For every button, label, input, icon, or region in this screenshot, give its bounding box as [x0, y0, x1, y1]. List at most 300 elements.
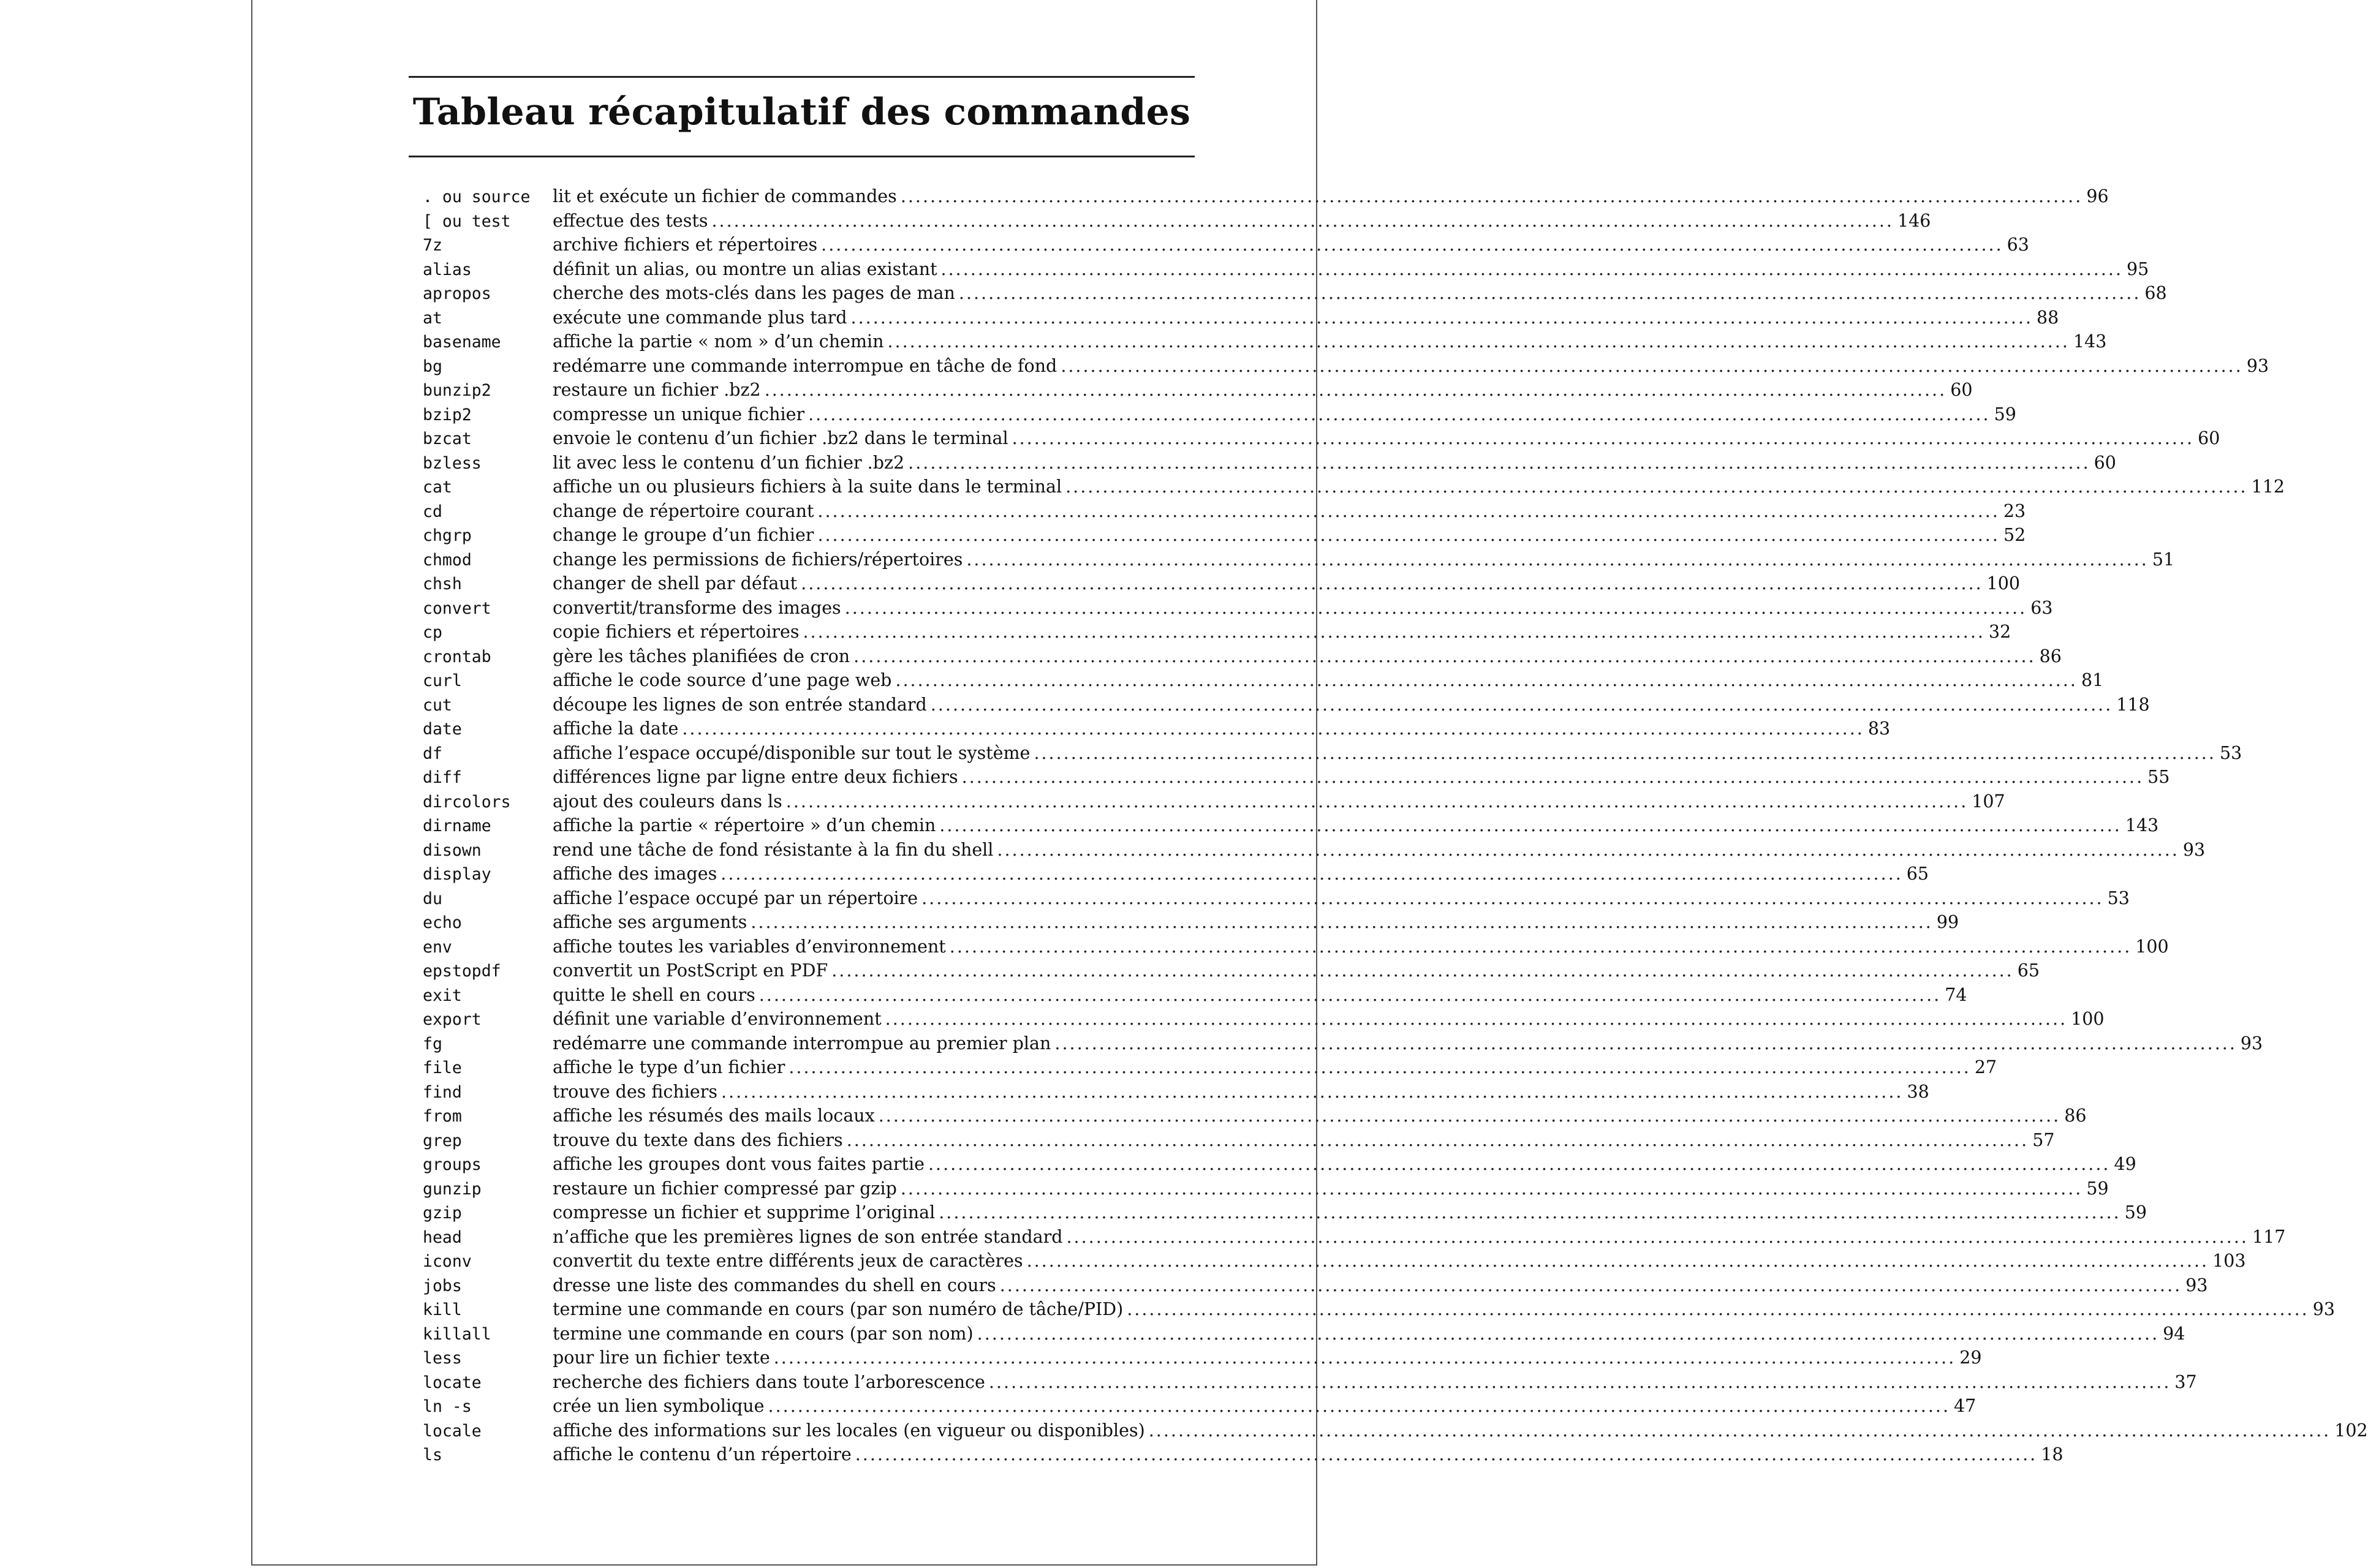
leader-dots — [803, 620, 1985, 644]
command-description-line — [553, 765, 2169, 790]
command-description: affiche des images — [553, 864, 717, 884]
command-row — [423, 1177, 2109, 1201]
leader-dots — [1066, 1225, 2249, 1250]
command-row — [423, 668, 2104, 693]
page-number: 68 — [2144, 283, 2167, 303]
command-description: effectue des tests — [553, 210, 708, 231]
leader-dots — [941, 257, 2124, 282]
command-row — [423, 1152, 2136, 1177]
command-name: cp — [423, 623, 442, 642]
command-name: chmod — [423, 550, 472, 570]
command-row — [423, 281, 2167, 306]
page-number: 86 — [2064, 1106, 2087, 1126]
command-description: n’affiche que les premières lignes de son entrée standard — [553, 1226, 1063, 1247]
page-number: 146 — [1897, 210, 1931, 231]
command-description-line — [553, 959, 2040, 983]
leader-dots — [712, 209, 1894, 233]
command-description: compresse un fichier et supprime l’original — [553, 1202, 936, 1223]
command-row — [423, 1031, 2263, 1056]
command-name: export — [423, 1010, 482, 1029]
command-name: ln -s — [423, 1397, 472, 1416]
page-number: 95 — [2127, 258, 2149, 279]
command-row — [423, 354, 2269, 379]
command-row — [423, 620, 2011, 644]
command-description: envoie le contenu d’un fichier .bz2 dans le terminal — [553, 428, 1008, 448]
command-description: lit et exécute un fichier de commandes — [553, 186, 897, 206]
leader-dots — [939, 1200, 2121, 1225]
command-name: du — [423, 889, 442, 908]
command-row — [423, 838, 2206, 862]
command-description-line — [553, 1394, 1976, 1419]
page-number: 81 — [2081, 670, 2104, 690]
command-row — [423, 1419, 2368, 1443]
leader-dots — [808, 402, 1991, 427]
leader-dots — [939, 813, 2122, 838]
command-row — [423, 571, 2021, 596]
command-row — [423, 765, 2170, 790]
command-description-line — [553, 1442, 2063, 1467]
command-row — [423, 1346, 1982, 1370]
command-description-line — [553, 499, 2026, 524]
command-description-line — [553, 402, 2016, 427]
leader-dots — [751, 910, 1933, 935]
leader-dots — [1061, 354, 2243, 379]
command-name: bg — [423, 356, 442, 376]
command-row — [423, 1394, 1976, 1419]
command-description-line — [553, 693, 2150, 717]
command-description: archive fichiers et répertoires — [553, 235, 818, 255]
page-number: 60 — [1950, 380, 1973, 400]
leader-dots — [977, 1322, 2160, 1346]
leader-dots — [879, 1104, 2061, 1128]
title-top-rule — [409, 76, 1195, 78]
command-description-line — [553, 1249, 2246, 1273]
command-description: différences ligne par ligne entre deux fichiers — [553, 767, 958, 787]
leader-dots — [1000, 1273, 2182, 1298]
leader-dots — [908, 451, 2090, 475]
command-name: cat — [423, 478, 452, 497]
command-description: termine une commande en cours (par son numéro de tâche/PID) — [553, 1299, 1124, 1319]
command-name: file — [423, 1058, 462, 1077]
command-description: convertit/transforme des images — [553, 597, 841, 618]
command-name: locate — [423, 1373, 482, 1392]
page-number: 83 — [1867, 718, 1891, 739]
command-row — [423, 717, 1891, 741]
leader-dots — [885, 1007, 2068, 1031]
command-description: cherche des mots-clés dans les pages de man — [553, 283, 955, 303]
command-name: bzless — [423, 453, 482, 473]
command-description: copie fichiers et répertoires — [553, 622, 800, 642]
command-row — [423, 1104, 2087, 1128]
command-description-line — [553, 1104, 2086, 1128]
leader-dots — [921, 886, 2104, 911]
command-description: change le groupe d’un fichier — [553, 525, 814, 545]
command-row — [423, 402, 2016, 427]
command-row — [423, 475, 2285, 499]
command-row — [423, 257, 2149, 282]
command-description-line — [553, 838, 2205, 862]
page-number: 53 — [2107, 888, 2130, 908]
command-name: from — [423, 1107, 462, 1126]
leader-dots — [1012, 426, 2195, 451]
command-description: trouve des fichiers — [553, 1081, 717, 1102]
command-description-line — [553, 741, 2242, 766]
command-description-line — [553, 426, 2220, 451]
command-description: définit un alias, ou montre un alias existant — [553, 258, 937, 279]
command-description-line — [553, 1177, 2109, 1201]
command-name: at — [423, 308, 442, 328]
command-row — [423, 1273, 2208, 1298]
command-description: convertit du texte entre différents jeux de caractères — [553, 1251, 1023, 1271]
command-name: jobs — [423, 1276, 462, 1295]
command-description: restaure un fichier compressé par gzip — [553, 1178, 897, 1199]
command-name: basename — [423, 333, 501, 352]
leader-dots — [855, 1442, 2038, 1467]
command-row — [423, 1442, 2063, 1467]
command-name: df — [423, 744, 442, 763]
leader-dots — [928, 1152, 2111, 1177]
command-row — [423, 233, 2029, 257]
command-name: head — [423, 1227, 462, 1247]
command-name: kill — [423, 1300, 462, 1319]
command-description-line — [553, 1200, 2147, 1225]
command-row — [423, 306, 2059, 330]
command-description: trouve du texte dans des fichiers — [553, 1129, 843, 1150]
command-description-line — [553, 1273, 2207, 1298]
page-number: 32 — [1988, 622, 2011, 642]
command-description: gère les tâches planifiées de cron — [553, 646, 850, 666]
command-row — [423, 790, 2005, 814]
page-number: 53 — [2219, 742, 2242, 763]
leader-dots — [895, 668, 2078, 693]
command-name: date — [423, 720, 462, 739]
command-name: convert — [423, 598, 491, 618]
command-row — [423, 499, 2026, 524]
command-description-line — [553, 1419, 2368, 1443]
command-description: affiche la date — [553, 718, 679, 739]
page-number: 57 — [2032, 1129, 2055, 1150]
command-row — [423, 1080, 1929, 1104]
command-description-line — [553, 1370, 2197, 1395]
command-description-line — [553, 184, 2109, 209]
leader-dots — [1149, 1419, 2331, 1443]
command-row — [423, 1200, 2147, 1225]
command-name: grep — [423, 1131, 462, 1150]
command-description: ajout des couleurs dans ls — [553, 791, 782, 812]
command-name: ls — [423, 1446, 442, 1464]
command-description: affiche ses arguments — [553, 912, 747, 932]
command-description-line — [553, 790, 2005, 814]
command-description-line — [553, 451, 2116, 475]
command-description-line — [553, 717, 1890, 741]
command-row — [423, 596, 2053, 620]
leader-dots — [1065, 475, 2248, 499]
command-description-line — [553, 378, 1972, 402]
command-name: crontab — [423, 647, 491, 666]
leader-dots — [997, 838, 2179, 862]
command-name: echo — [423, 913, 462, 932]
command-description: lit avec less le contenu d’un fichier .bz2 — [553, 452, 905, 473]
page-number: 107 — [1972, 791, 2005, 812]
command-description: change de répertoire courant — [553, 500, 814, 521]
page-number: 59 — [1994, 404, 2016, 424]
command-row — [423, 644, 2062, 669]
command-description: affiche le contenu d’un répertoire — [553, 1444, 852, 1464]
leader-dots — [786, 790, 1969, 814]
command-description: affiche la partie « nom » d’un chemin — [553, 331, 884, 352]
command-name: curl — [423, 671, 462, 690]
command-row — [423, 862, 1929, 886]
command-description-line — [553, 1152, 2136, 1177]
page-number: 103 — [2212, 1251, 2246, 1271]
command-description: exécute une commande plus tard — [553, 307, 847, 328]
command-description-line — [553, 233, 2029, 257]
command-row — [423, 1322, 2185, 1346]
leader-dots — [817, 499, 2000, 524]
command-description-line — [553, 330, 2106, 354]
page-number: 23 — [2003, 500, 2026, 521]
command-description-line — [553, 910, 1959, 935]
page-number: 59 — [2124, 1202, 2147, 1223]
page-number: 93 — [2185, 1275, 2208, 1295]
page-number: 59 — [2086, 1178, 2109, 1199]
command-row — [423, 548, 2175, 572]
command-description: redémarre une commande interrompue au premier plan — [553, 1033, 1051, 1054]
command-description: définit une variable d’environnement — [553, 1009, 882, 1029]
command-row — [423, 209, 1931, 233]
command-description: restaure un fichier .bz2 — [553, 380, 761, 400]
leader-dots — [851, 306, 2033, 330]
page-number: 38 — [1907, 1081, 1929, 1102]
leader-dots — [901, 1177, 2083, 1201]
leader-dots — [887, 330, 2070, 354]
command-description: termine une commande en cours (par son nom) — [553, 1323, 974, 1344]
page-number: 63 — [2007, 235, 2029, 255]
command-description: quitte le shell en cours — [553, 984, 755, 1005]
command-description: découpe les lignes de son entrée standard — [553, 694, 927, 715]
command-name: alias — [423, 260, 472, 279]
command-description: affiche le code source d’une page web — [553, 670, 892, 690]
page-number: 88 — [2037, 307, 2059, 328]
command-name: fg — [423, 1034, 442, 1054]
command-description-line — [553, 596, 2052, 620]
command-name: [ ou test — [423, 211, 511, 231]
command-description-line — [553, 257, 2149, 282]
page-number: 100 — [2135, 936, 2169, 957]
command-description-line — [553, 1346, 1981, 1370]
page-number: 93 — [2246, 355, 2269, 376]
leader-dots — [1027, 1249, 2209, 1273]
page-number: 51 — [2152, 549, 2175, 570]
command-name: cd — [423, 502, 442, 521]
command-description: affiche l’espace occupé/disponible sur tout le système — [553, 742, 1031, 763]
command-description-line — [553, 1031, 2263, 1056]
page-number: 143 — [2073, 331, 2107, 352]
command-description: affiche l’espace occupé par un répertoire — [553, 888, 918, 908]
page-number: 65 — [2017, 960, 2040, 981]
command-name: cut — [423, 695, 452, 715]
leader-dots — [682, 717, 1864, 741]
command-description-line — [553, 306, 2059, 330]
leader-dots — [962, 765, 2144, 790]
command-description-line — [553, 1055, 1997, 1080]
command-description: affiche les résumés des mails locaux — [553, 1106, 875, 1126]
page-number: 86 — [2039, 646, 2062, 666]
leader-dots — [768, 1394, 1951, 1419]
command-name: apropos — [423, 284, 491, 303]
command-name: . ou source — [423, 187, 531, 206]
command-name: chsh — [423, 575, 462, 594]
command-name: gunzip — [423, 1179, 482, 1199]
command-row — [423, 741, 2242, 766]
command-description-line — [553, 475, 2285, 499]
page-number: 52 — [2003, 525, 2026, 545]
command-name: dirname — [423, 816, 491, 835]
page-number: 29 — [1959, 1348, 1982, 1368]
command-description: pour lire un fichier texte — [553, 1348, 770, 1368]
command-name: find — [423, 1082, 462, 1102]
page-number: 100 — [2071, 1009, 2105, 1029]
command-description-line — [553, 1225, 2285, 1250]
leader-dots — [853, 644, 2036, 669]
title-bottom-rule — [409, 156, 1195, 157]
command-row — [423, 426, 2220, 451]
leader-dots — [789, 1055, 1971, 1080]
page-number: 118 — [2116, 694, 2150, 715]
command-description: affiche la partie « répertoire » d’un chemin — [553, 815, 936, 835]
command-description-line — [553, 548, 2174, 572]
page-number: 55 — [2147, 767, 2170, 787]
command-description-line — [553, 668, 2103, 693]
command-name: locale — [423, 1421, 482, 1441]
page-number: 96 — [2086, 186, 2109, 206]
page-number: 37 — [2174, 1371, 2197, 1392]
command-name: iconv — [423, 1252, 472, 1271]
page-number: 94 — [2163, 1323, 2185, 1344]
command-table — [423, 184, 2368, 1467]
command-name: epstopdf — [423, 962, 501, 981]
leader-dots — [765, 378, 1947, 402]
command-row — [423, 935, 2169, 959]
command-description: recherche des fichiers dans toute l’arborescence — [553, 1371, 985, 1392]
command-name: killall — [423, 1324, 491, 1344]
command-name: exit — [423, 986, 462, 1005]
command-row — [423, 330, 2107, 354]
command-description: rend une tâche de fond résistante à la fin du shell — [553, 839, 994, 860]
command-description-line — [553, 1007, 2105, 1031]
leader-dots — [721, 862, 1903, 886]
command-description-line — [553, 935, 2169, 959]
command-description: affiche toutes les variables d’environnement — [553, 936, 946, 957]
command-description-line — [553, 886, 2130, 911]
page-number: 27 — [1974, 1057, 1997, 1077]
leader-dots — [931, 693, 2113, 717]
command-name: env — [423, 937, 452, 957]
leader-dots — [1034, 741, 2216, 766]
page-number: 117 — [2252, 1226, 2286, 1247]
leader-dots — [821, 233, 2003, 257]
command-name: disown — [423, 840, 482, 860]
page-number: 100 — [1986, 573, 2021, 594]
command-row — [423, 184, 2109, 209]
command-name: dircolors — [423, 792, 511, 812]
command-row — [423, 451, 2116, 475]
page-number: 65 — [1906, 864, 1929, 884]
leader-dots — [759, 983, 1942, 1008]
page-number: 143 — [2125, 815, 2159, 835]
leader-dots — [901, 184, 2083, 209]
page-number: 47 — [1954, 1396, 1976, 1416]
command-row — [423, 1055, 1997, 1080]
command-description-line — [553, 983, 1967, 1008]
command-description-line — [553, 1297, 2335, 1322]
command-description-line — [553, 1080, 1929, 1104]
command-description-line — [553, 1322, 2185, 1346]
command-name: bzip2 — [423, 405, 472, 424]
page-number: 18 — [2041, 1444, 2063, 1464]
command-description-line — [553, 862, 1929, 886]
page-number: 93 — [2182, 839, 2206, 860]
page-number: 99 — [1936, 912, 1959, 932]
command-description-line — [553, 1128, 2054, 1153]
command-name: bunzip2 — [423, 381, 491, 400]
leader-dots — [966, 548, 2149, 572]
command-description-line — [553, 354, 2269, 379]
command-name: gzip — [423, 1204, 462, 1223]
leader-dots — [831, 959, 2014, 983]
page-title: Tableau récapitulatif des commandes — [412, 91, 1191, 134]
leader-dots — [801, 571, 1983, 596]
page-number: 60 — [2094, 452, 2116, 473]
command-description: crée un lien symbolique — [553, 1396, 765, 1416]
command-row — [423, 378, 1973, 402]
command-name: bzcat — [423, 429, 472, 448]
command-description-line — [553, 523, 2026, 548]
leader-dots — [959, 281, 2141, 306]
leader-dots — [950, 935, 2132, 959]
command-description: dresse une liste des commandes du shell en cours — [553, 1275, 996, 1295]
command-description: convertit un PostScript en PDF — [553, 960, 828, 981]
command-row — [423, 886, 2130, 911]
command-name: chgrp — [423, 526, 472, 545]
command-row — [423, 983, 1967, 1008]
leader-dots — [774, 1346, 1956, 1370]
page-number: 102 — [2334, 1420, 2368, 1441]
command-row — [423, 1128, 2055, 1153]
leader-dots — [847, 1128, 2029, 1153]
command-row — [423, 1225, 2286, 1250]
command-description: affiche les groupes dont vous faites partie — [553, 1154, 925, 1174]
command-description-line — [553, 644, 2062, 669]
command-name: groups — [423, 1155, 482, 1174]
command-description: changer de shell par défaut — [553, 573, 798, 594]
page-number: 63 — [2030, 597, 2053, 618]
command-description: change les permissions de fichiers/répertoires — [553, 549, 963, 570]
command-row — [423, 910, 1959, 935]
leader-dots — [817, 523, 2000, 548]
leader-dots — [721, 1080, 1904, 1104]
command-description-line — [553, 571, 2020, 596]
leader-dots — [845, 596, 2027, 620]
page-number: 49 — [2114, 1154, 2136, 1174]
leader-dots — [989, 1370, 2171, 1395]
command-description: redémarre une commande interrompue en tâche de fond — [553, 355, 1057, 376]
leader-dots — [1127, 1297, 2309, 1322]
command-row — [423, 523, 2026, 548]
command-row — [423, 1249, 2246, 1273]
document-page — [251, 0, 2368, 1566]
page-number: 74 — [1945, 984, 1967, 1005]
